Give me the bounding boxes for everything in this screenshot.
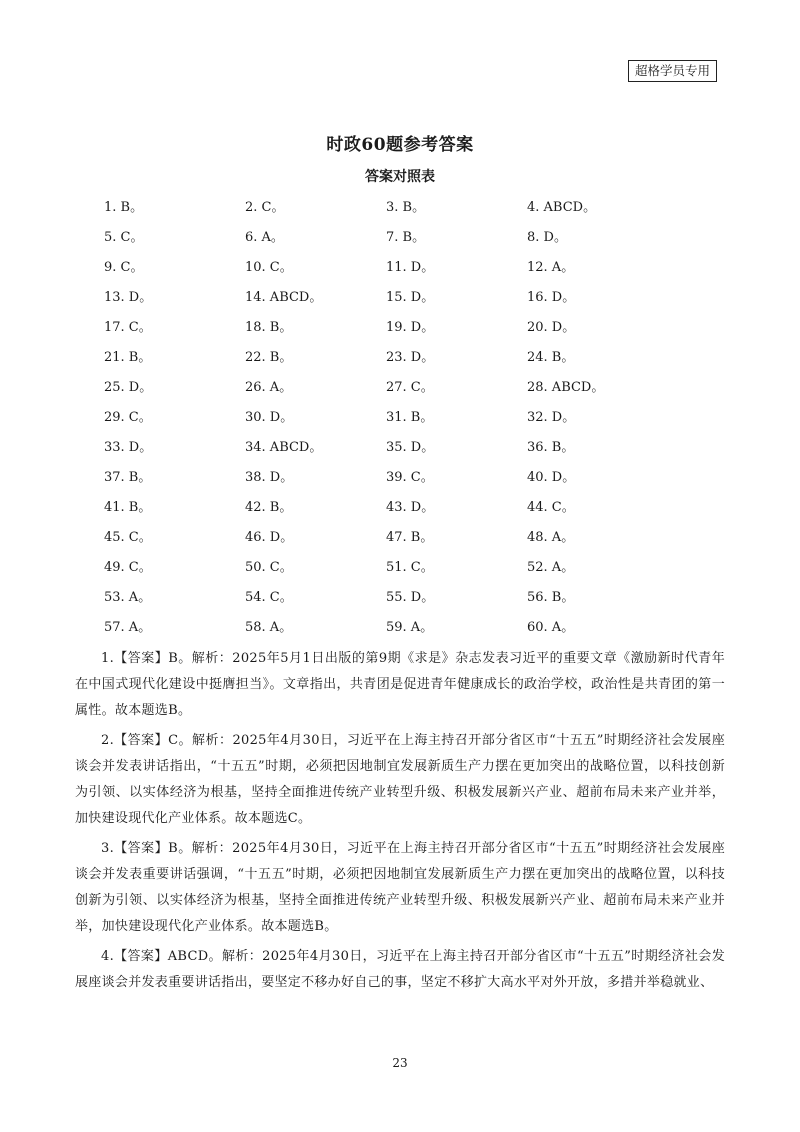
answer-item: 57. A。 <box>104 620 152 635</box>
answer-item: 26. A。 <box>245 380 293 395</box>
explanation-paragraph: 3.【答案】B。解析：2025年4月30日，习近平在上海主持召开部分省区市“十五五”时期经济社会发展座谈会并发表重要讲话强调，“十五五”时期，必须把因地制宜发展新质生产力摆在更加突出的战略位置，以科技创新为引领、以实体经济为根基，坚持全面推进传统产业转型升级、积极发展新兴产业、超前布局未来产业并举，加快建设现代化产业体系。故本题选B。 <box>75 841 725 934</box>
answer-item: 35. D。 <box>386 440 435 455</box>
answer-item: 42. B。 <box>245 500 293 515</box>
exclusive-use-badge: 超格学员专用 <box>628 60 717 82</box>
answer-item: 11. D。 <box>386 260 435 275</box>
answer-item: 16. D。 <box>527 290 576 305</box>
answer-item: 4. ABCD。 <box>527 200 597 215</box>
answer-item: 25. D。 <box>104 380 153 395</box>
answer-item: 23. D。 <box>386 350 435 365</box>
answer-item: 46. D。 <box>245 530 294 545</box>
answer-item: 5. C。 <box>104 230 144 245</box>
answer-item: 60. A。 <box>527 620 575 635</box>
answer-item: 9. C。 <box>104 260 144 275</box>
answer-item: 12. A。 <box>527 260 575 275</box>
answer-item: 44. C。 <box>527 500 575 515</box>
answer-item: 14. ABCD。 <box>245 290 323 305</box>
answer-item: 2. C。 <box>245 200 285 215</box>
answer-item: 59. A。 <box>386 620 434 635</box>
section-title: 答案对照表 <box>365 169 435 185</box>
answer-item: 38. D。 <box>245 470 294 485</box>
answer-item: 49. C。 <box>104 560 152 575</box>
answer-item: 28. ABCD。 <box>527 380 605 395</box>
answer-item: 19. D。 <box>386 320 435 335</box>
answer-item: 58. A。 <box>245 620 293 635</box>
answer-item: 31. B。 <box>386 410 434 425</box>
answer-item: 1. B。 <box>104 200 144 215</box>
answer-item: 18. B。 <box>245 320 293 335</box>
answer-item: 6. A。 <box>245 230 284 245</box>
answer-item: 24. B。 <box>527 350 575 365</box>
explanation-paragraph: 4.【答案】ABCD。解析：2025年4月30日，习近平在上海主持召开部分省区市“十五五”时期经济社会发展座谈会并发表重要讲话指出，要坚定不移办好自己的事，坚定不移扩大高水平对外开放，多措并举稳就业、 <box>75 949 725 990</box>
answer-table <box>104 196 664 646</box>
answer-item: 30. D。 <box>245 410 294 425</box>
answer-item: 51. C。 <box>386 560 434 575</box>
answer-item: 7. B。 <box>386 230 426 245</box>
answer-item: 48. A。 <box>527 530 575 545</box>
explanations <box>75 646 725 1000</box>
answer-item: 32. D。 <box>527 410 576 425</box>
answer-item: 10. C。 <box>245 260 293 275</box>
page-title: 时政60题参考答案 <box>326 135 474 155</box>
page-number: 23 <box>392 1056 408 1070</box>
answer-item: 13. D。 <box>104 290 153 305</box>
answer-item: 37. B。 <box>104 470 152 485</box>
explanation-paragraph: 2.【答案】C。解析：2025年4月30日，习近平在上海主持召开部分省区市“十五五”时期经济社会发展座谈会并发表讲话指出，“十五五”时期，必须把因地制宜发展新质生产力摆在更加突出的战略位置，以科技创新为引领、以实体经济为根基，坚持全面推进传统产业转型升级、积极发展新兴产业、超前布局未来产业并举，加快建设现代化产业体系。故本题选C。 <box>75 733 725 826</box>
answer-item: 45. C。 <box>104 530 152 545</box>
answer-item: 54. C。 <box>245 590 293 605</box>
explanation-paragraph: 1.【答案】B。解析：2025年5月1日出版的第9期《求是》杂志发表习近平的重要文章《激励新时代青年在中国式现代化建设中挺膺担当》。文章指出，共青团是促进青年健康成长的政治学校，政治性是共青团的第一属性。故本题选B。 <box>75 651 725 718</box>
answer-item: 52. A。 <box>527 560 575 575</box>
answer-item: 34. ABCD。 <box>245 440 323 455</box>
answer-item: 50. C。 <box>245 560 293 575</box>
answer-item: 21. B。 <box>104 350 152 365</box>
answer-item: 22. B。 <box>245 350 293 365</box>
answer-item: 43. D。 <box>386 500 435 515</box>
answer-item: 36. B。 <box>527 440 575 455</box>
answer-item: 33. D。 <box>104 440 153 455</box>
answer-item: 15. D。 <box>386 290 435 305</box>
answer-item: 20. D。 <box>527 320 576 335</box>
answer-item: 39. C。 <box>386 470 434 485</box>
answer-item: 8. D。 <box>527 230 567 245</box>
answer-item: 3. B。 <box>386 200 426 215</box>
answer-item: 29. C。 <box>104 410 152 425</box>
answer-item: 40. D。 <box>527 470 576 485</box>
answer-item: 56. B。 <box>527 590 575 605</box>
answer-item: 47. B。 <box>386 530 434 545</box>
answer-item: 41. B。 <box>104 500 152 515</box>
answer-item: 27. C。 <box>386 380 434 395</box>
answer-item: 53. A。 <box>104 590 152 605</box>
answer-item: 17. C。 <box>104 320 152 335</box>
answer-item: 55. D。 <box>386 590 435 605</box>
